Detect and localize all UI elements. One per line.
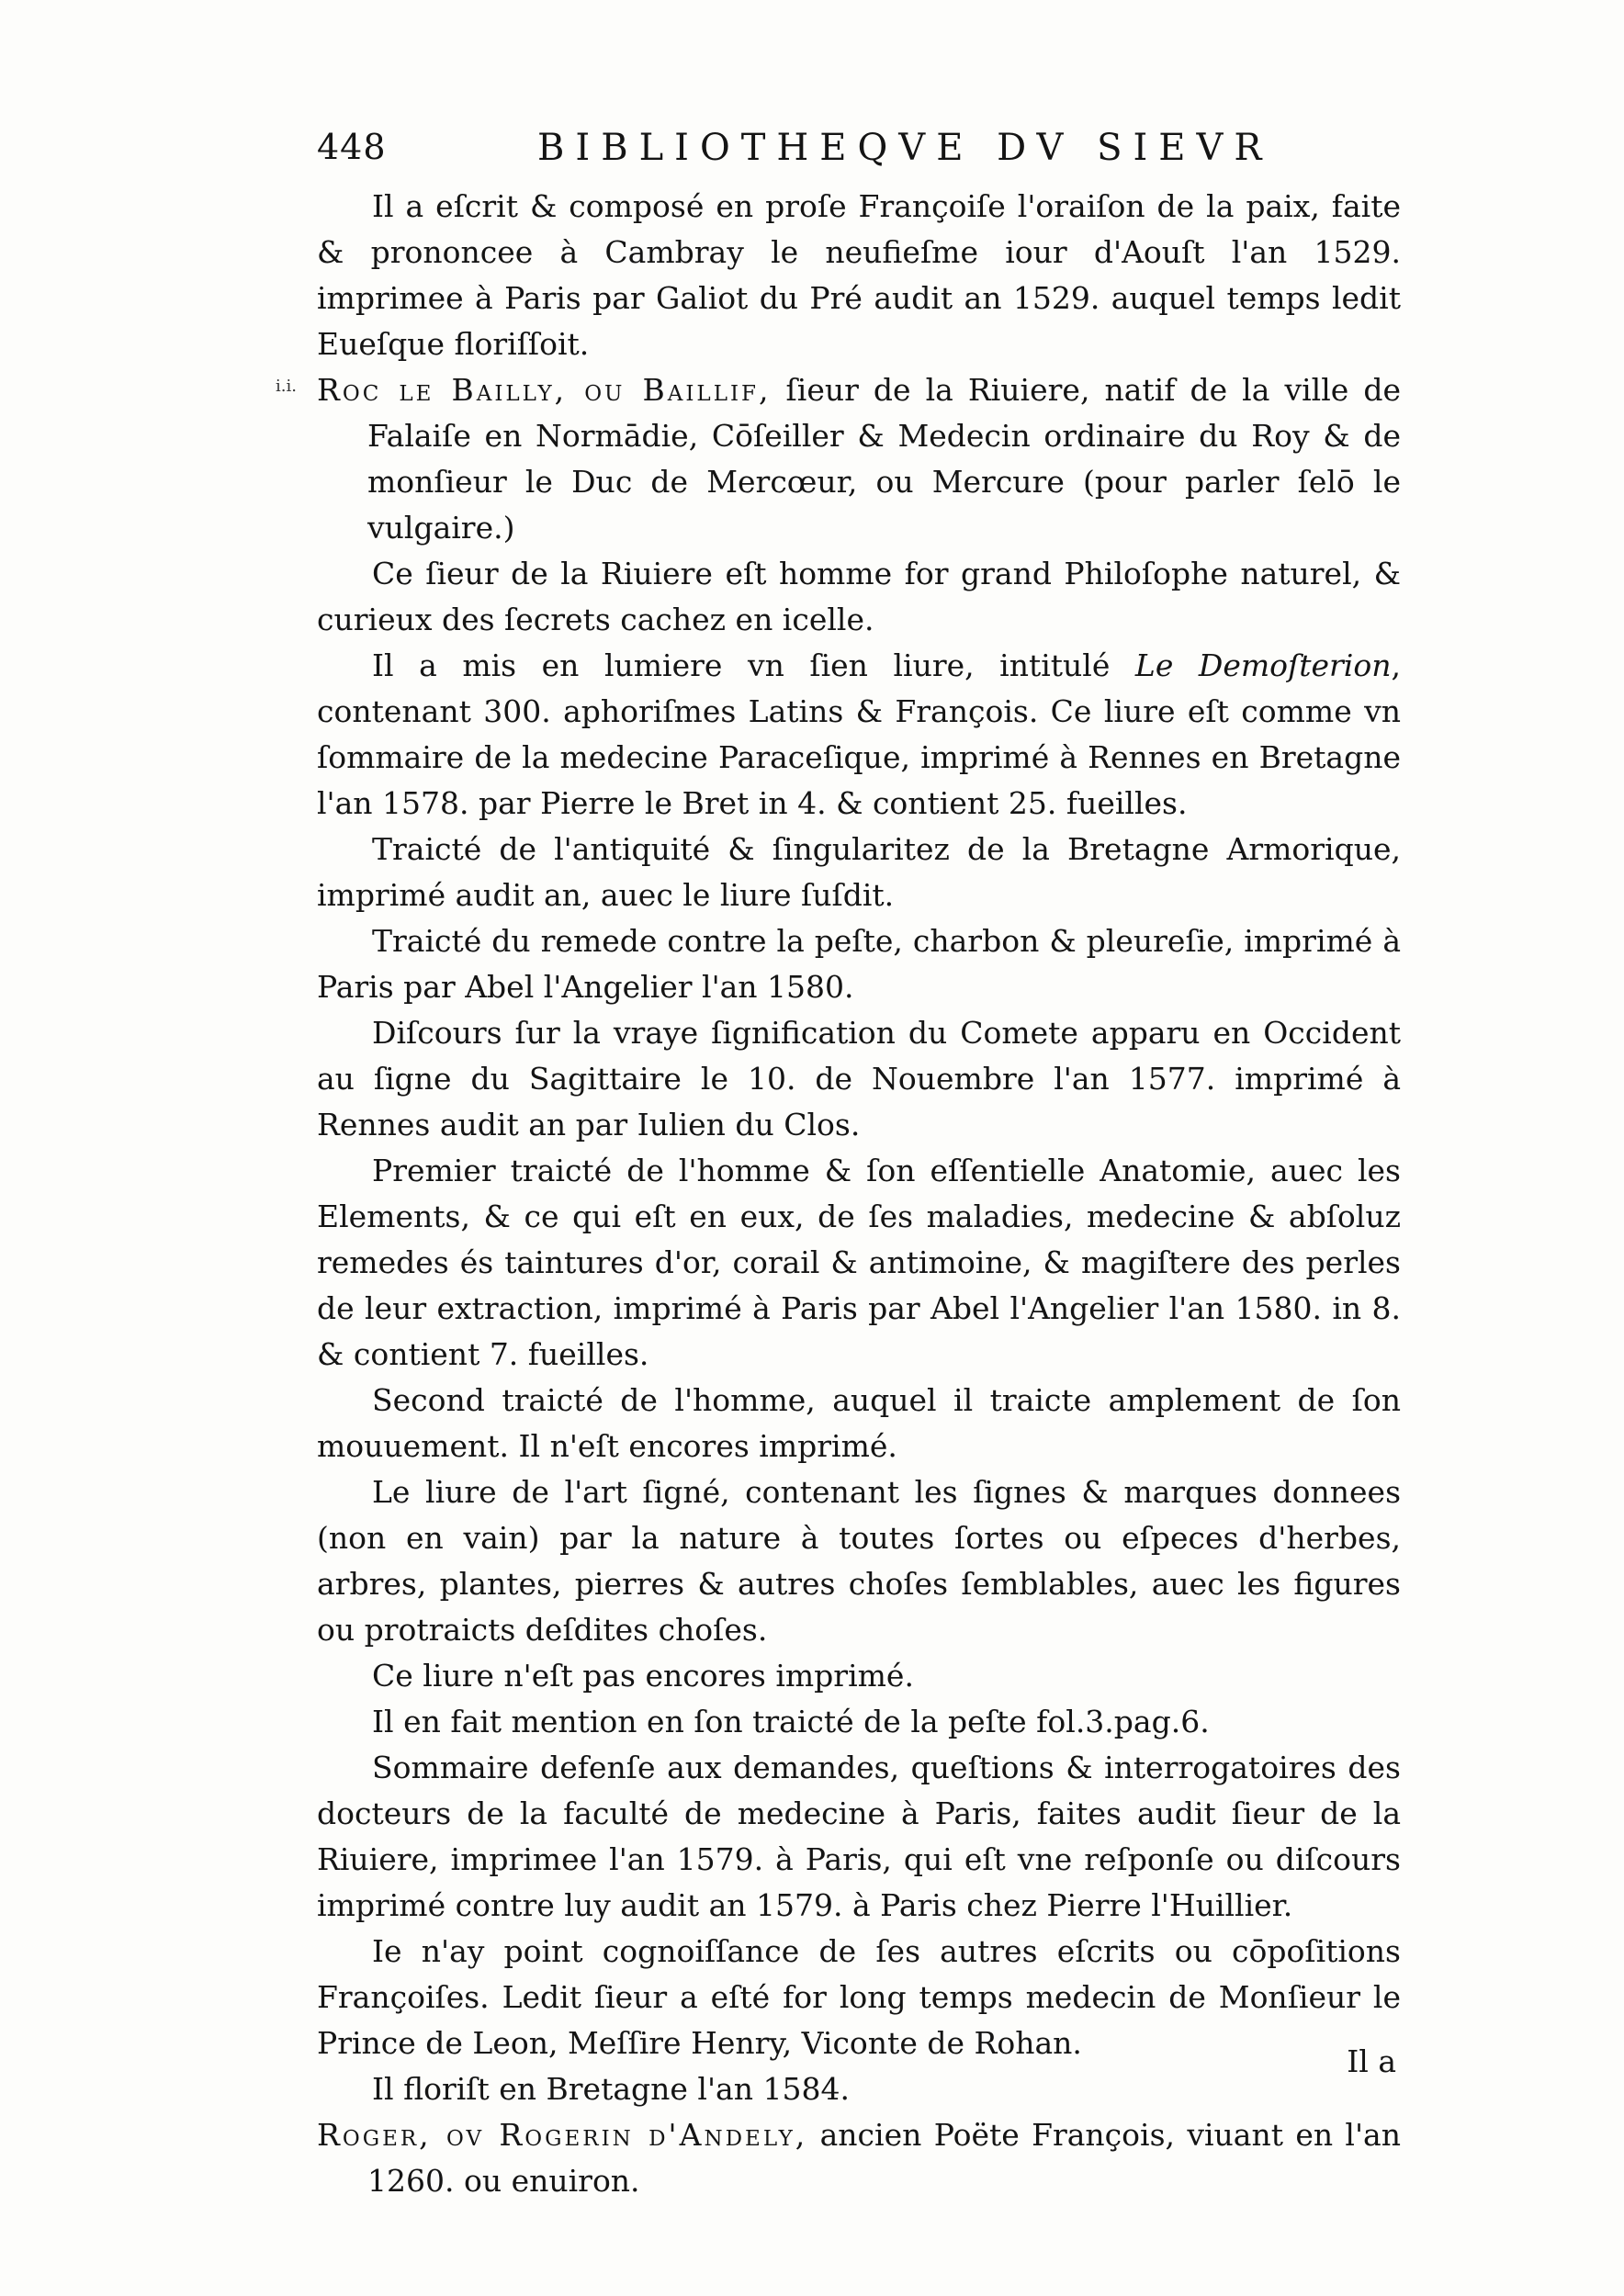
paragraph-mention: Il en fait mention en ſon traicté de la peſte fol.3.pag.6. <box>372 1704 1210 1739</box>
paragraph-oraison: Il a eſcrit & composé en proſe Françoiſe l'oraiſon de la paix, faite & prononcee à Cambray le neufieſme iour d'Aouſt l'an 1529. imprimee à Paris par Galiot du Pré audit an 1529. auquel temps ledit Eueſque floriſſoit. <box>317 188 1401 362</box>
paragraph-sommaire: Sommaire defenſe aux demandes, queſtions & interrogatoires des docteurs de la faculté de medecine à Paris, faites audit ſieur de la Riuiere, imprimee l'an 1579. à Paris, qui eſt vne reſponſe ou diſcours imprimé contre luy audit an 1579. à Paris chez Pierre l'Huillier. <box>317 1750 1401 1923</box>
paragraph-not-printed: Ce liure n'eſt pas encores imprimé. <box>372 1658 914 1694</box>
entry-text: ſieur de la Riuiere, natif de la ville de Falaiſe en Normādie, Cōſeiller & Medecin ordinaire du Roy & de monſieur le Duc de Mercœur, ou Mercure (pour parler ſelō le vulgaire.) <box>367 372 1401 546</box>
entry-name: Roger, ov Rogerin d'Andely, <box>317 2117 808 2153</box>
text-after: , contenant 300. aphoriſmes Latins & François. Ce liure eſt comme vn ſommaire de la medecine Paraceſique, imprimé à Rennes en Bretagne l'an 1578. par Pierre le Bret in 4. & contient 25. fueilles. <box>317 647 1401 821</box>
running-title: BIBLIOTHEQVE DV SIEVR <box>537 127 1273 169</box>
paragraph-comete: Diſcours ſur la vraye ſignification du Comete apparu en Occident au ſigne du Sagittaire le 10. de Nouembre l'an 1577. imprimé à Rennes audit an par Iulien du Clos. <box>317 1015 1401 1142</box>
entry-text: ancien Poëte François, viuant en l'an 1260. ou enuiron. <box>367 2117 1401 2199</box>
entry-roc-le-bailly <box>317 367 1401 551</box>
paragraph-florist: Il floriſt en Bretagne l'an 1584. <box>372 2071 850 2107</box>
page-number: 448 <box>317 127 387 167</box>
paragraph-art-signe: Le liure de l'art ſigné, contenant les ſignes & marques donnees (non en vain) par la nature à toutes ſortes ou eſpeces d'herbes, arbres, plantes, pierres & autres choſes ſemblables, auec les figures ou protraicts deſdites choſes. <box>317 1474 1401 1648</box>
paragraph-cognoissance: Ie n'ay point cognoiſſance de ſes autres eſcrits ou cōpoſitions Françoiſes. Ledit ſieur a eſté for long temps medecin de Monſieur le Prince de Leon, Meſſire Henry, Viconte de Rohan. <box>317 1933 1401 2061</box>
margin-note: i.i. <box>276 377 297 396</box>
entry-name: Roc le Bailly, ou Baillif, <box>317 372 772 408</box>
body-text <box>317 184 1401 2204</box>
catchword: Il a <box>1347 2043 1396 2079</box>
paragraph-riviere: Ce ſieur de la Riuiere eſt homme for grand Philoſophe naturel, & curieux des ſecrets cachez en icelle. <box>317 556 1401 637</box>
text-before: Il a mis en lumiere vn ſien liure, intitulé <box>372 647 1135 683</box>
paragraph-bretagne: Traicté de l'antiquité & ſingularitez de la Bretagne Armorique, imprimé audit an, auec le liure ſuſdit. <box>317 831 1401 913</box>
paragraph-peste: Traicté du remede contre la peſte, charbon & pleureſie, imprimé à Paris par Abel l'Angelier l'an 1580. <box>317 923 1401 1005</box>
entry-roger-dandely <box>317 2112 1401 2204</box>
page-header <box>317 127 1438 182</box>
paragraph-demosterion <box>317 643 1401 827</box>
paragraph-premier-traicte: Premier traicté de l'homme & ſon eſſentielle Anatomie, auec les Elements, & ce qui eſt en eux, de ſes maladies, medecine & abſoluz remedes és taintures d'or, corail & antimoine, & magiſtere des perles de leur extraction, imprimé à Paris par Abel l'Angelier l'an 1580. in 8. & contient 7. fueilles. <box>317 1153 1401 1372</box>
book-title: Le Demoſterion <box>1134 647 1392 683</box>
paragraph-second-traicte: Second traicté de l'homme, auquel il traicte amplement de ſon mouuement. Il n'eſt encores imprimé. <box>317 1382 1401 1464</box>
